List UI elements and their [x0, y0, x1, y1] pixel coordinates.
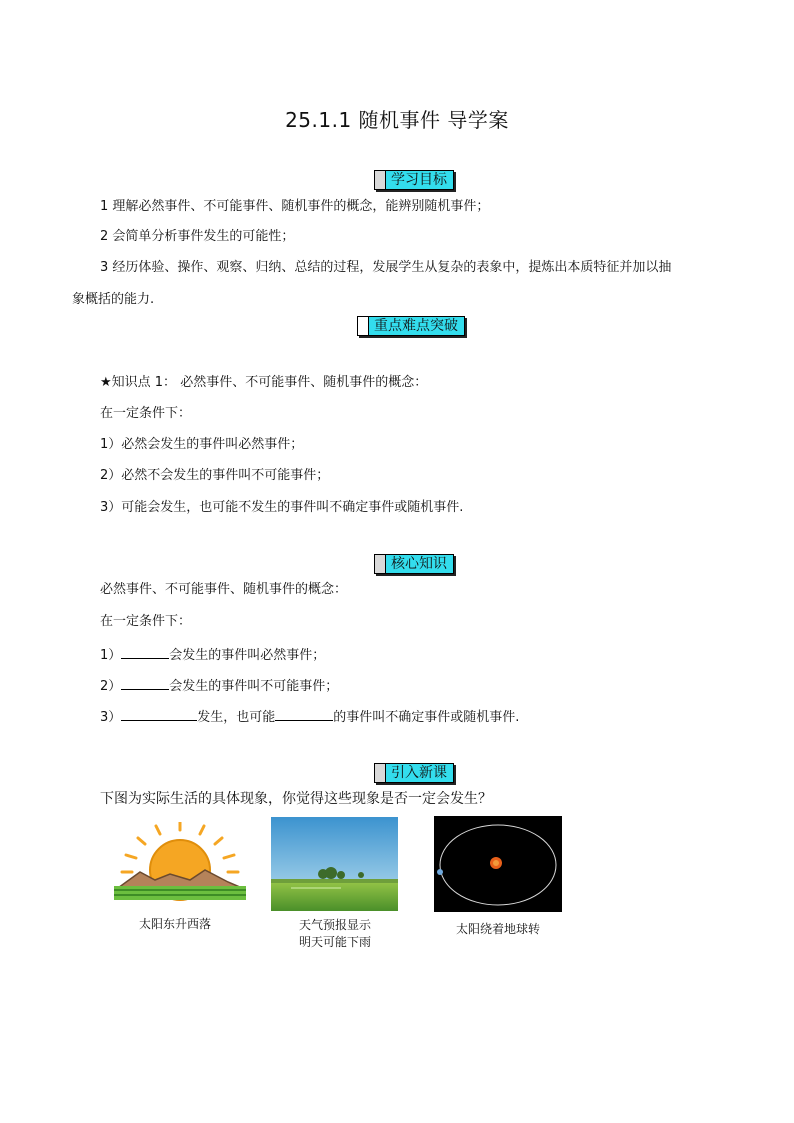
section-header-intro — [374, 763, 454, 783]
definition-impossible: 2）必然不会发生的事件叫不可能事件； — [100, 468, 330, 483]
caption-weather-line2: 明天可能下雨 — [298, 935, 371, 949]
sunrise-image — [110, 822, 250, 902]
section-header-goals-label: 学习目标 — [391, 172, 447, 188]
section-header-key-points — [357, 316, 465, 336]
orbit-image — [434, 816, 562, 912]
fill-blank-certain: 1） 会发生的事件叫必然事件； — [100, 644, 325, 666]
section-header-goals — [374, 170, 454, 190]
intro-question: 下图为实际生活的具体现象，你觉得这些现象是否一定会发生？ — [100, 791, 492, 807]
knowledge-point-1: ★知识点 1： 必然事件、不可能事件、随机事件的概念： — [100, 375, 428, 390]
goal-item-1: 1 理解必然事件、不可能事件、随机事件的概念，能辨别随机事件； — [100, 199, 490, 214]
blank-field-4[interactable] — [275, 706, 333, 721]
core-concepts-line: 必然事件、不可能事件、随机事件的概念： — [100, 582, 348, 597]
weather-field-image — [271, 817, 398, 911]
blank-field-2[interactable] — [121, 675, 169, 690]
caption-orbit: 太阳绕着地球转 — [455, 922, 540, 936]
section-header-intro-label: 引入新课 — [391, 765, 447, 781]
section-header-key-points-label: 重点难点突破 — [374, 318, 458, 334]
section-header-core — [374, 554, 454, 574]
condition-line: 在一定条件下： — [100, 406, 192, 421]
caption-weather-line1: 天气预报显示 — [298, 918, 371, 932]
core-condition-line: 在一定条件下： — [100, 614, 192, 629]
caption-sunrise: 太阳东升西落 — [138, 917, 211, 931]
definition-certain: 1）必然会发生的事件叫必然事件； — [100, 437, 304, 452]
goal-item-2: 2 会简单分析事件发生的可能性； — [100, 229, 295, 244]
fill-blank-impossible: 2） 会发生的事件叫不可能事件； — [100, 675, 338, 697]
blank-field-3[interactable] — [121, 706, 197, 721]
fill-blank-random: 3） 发生，也可能 的事件叫不确定事件或随机事件. — [100, 706, 519, 728]
section-header-core-label: 核心知识 — [391, 556, 447, 572]
definition-random: 3）可能会发生，也可能不发生的事件叫不确定事件或随机事件. — [100, 500, 464, 515]
blank-field-1[interactable] — [121, 644, 169, 659]
page-title: 25.1.1 随机事件 导学案 — [285, 108, 509, 132]
goal-item-3-cont: 象概括的能力. — [72, 292, 155, 307]
goal-item-3: 3 经历体验、操作、观察、归纳、总结的过程，发展学生从复杂的表象中，提炼出本质特征并加以抽 — [100, 260, 672, 275]
